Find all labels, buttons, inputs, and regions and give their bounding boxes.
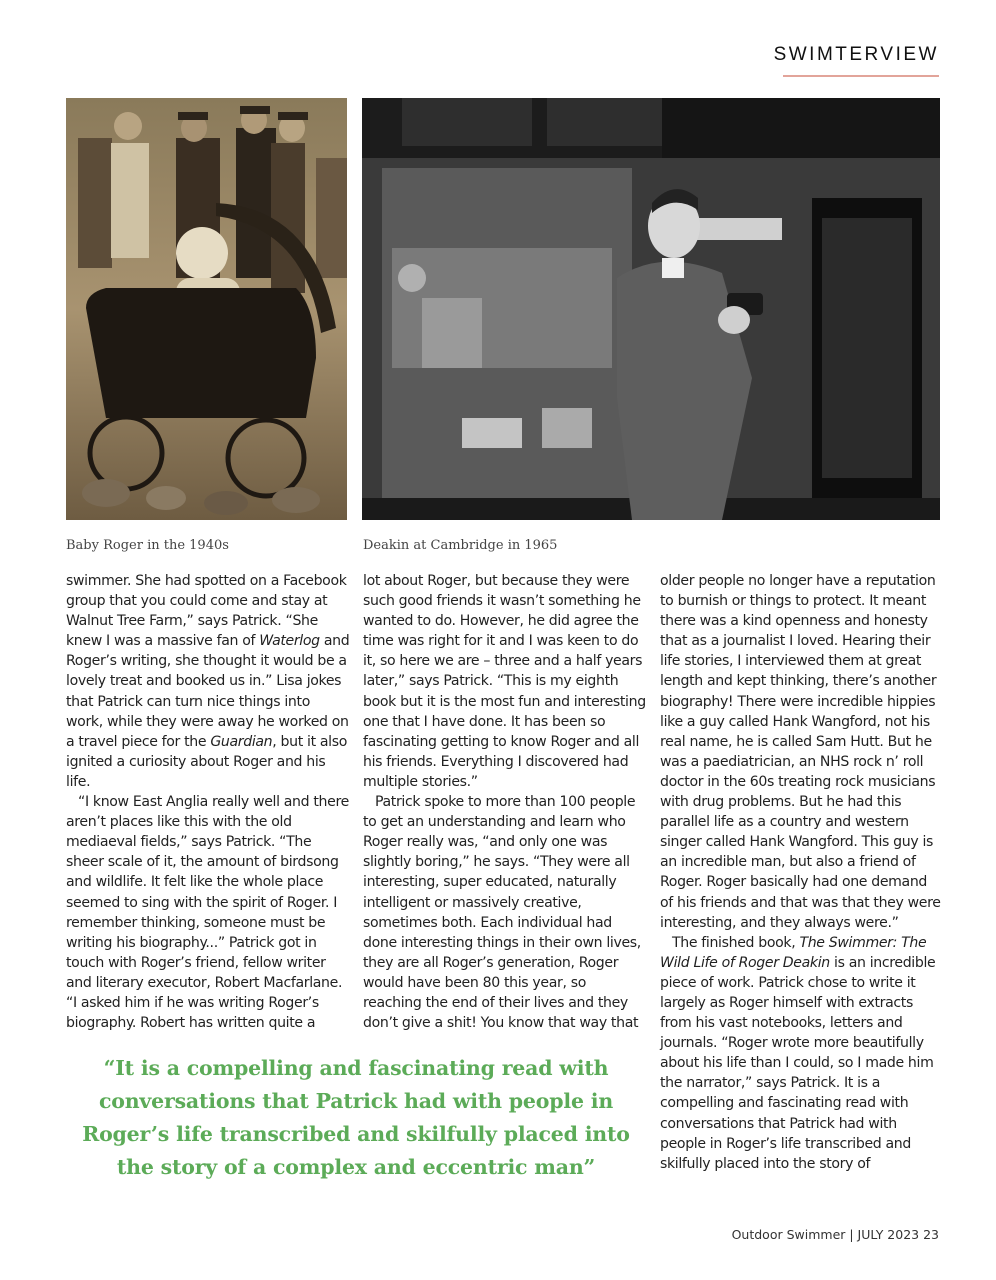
photo-baby-roger (66, 98, 347, 520)
paragraph: swimmer. She had spotted on a Facebook group that you could come and stay at Walnut Tree Farm,” says Patrick. “She knew I was a massive fan of Waterlog and Roger’s writing, she thought it would be a lovely treat and booked us in.” Lisa jokes that Patrick can turn nice things into work, while they were away he worked on a travel piece for the Guardian, but it also ignited a curiosity about Roger and his life. (66, 573, 350, 790)
body-column-1 (66, 571, 350, 1033)
paragraph: older people no longer have a reputation to burnish or things to protect. It meant there was a kind openness and honesty that as a journalist I loved. Hearing their life stories, I interviewed them at great length and kept thinking, there’s another biography! There were incredible hippies like a guy called Hank Wangford, not his real name, he is called Sam Hutt. But he was a paediatrician, an NHS rock n’ roll doctor in the 60s treating rock musicians with drug problems. But he had this parallel life as a country and western singer called Hank Wangford. This guy is an incredible man, but also a friend of Roger. Roger basically had one demand of his friends and that was that they were interesting, and they always were.” (660, 573, 941, 931)
section-heading: SWIMTERVIEW (773, 44, 939, 65)
paragraph: lot about Roger, but because they were such good friends it wasn’t something he wanted to do. However, he did agree the time was right for it and I was keen to do it, so here we are – three and a half years later,” says Patrick. “This is my eighth book but it is the most fun and interesting one that I have done. It has been so fascinating getting to know Roger and all his friends. Everything I discovered had multiple stories.” (363, 573, 646, 790)
body-column-3 (660, 571, 942, 1174)
paragraph: Patrick spoke to more than 100 people to get an understanding and learn who Roger really was, “and only one was slightly boring,” he says. “They were all interesting, super educated, naturally intelligent or massively creative, sometimes both. Each individual had done interesting things in their own lives, they are all Roger’s generation, Roger would have been 80 this year, so reaching the end of their lives and they don’t give a shit! You know that way that (363, 794, 641, 1032)
page-footer: Outdoor Swimmer | JULY 2023 23 (731, 1227, 939, 1242)
photo-caption: Baby Roger in the 1940s (66, 538, 229, 553)
section-heading-underline (783, 75, 939, 77)
paragraph: “I know East Anglia really well and there aren’t places like this with the old mediaeval fields,” says Patrick. “The sheer scale of it, the amount of birdsong and wildlife. It felt like the whole place seemed to sing with the spirit of Roger. I remember thinking, someone must be writing his biography...” Patrick got in touch with Roger’s friend, fellow writer and literary executor, Robert Macfarlane. “I asked him if he was writing Roger’s biography. Robert has written quite a (66, 794, 349, 1032)
photo-caption: Deakin at Cambridge in 1965 (363, 538, 558, 553)
photo-deakin-cambridge (362, 98, 940, 520)
body-column-2 (363, 571, 647, 1033)
pull-quote: “It is a compelling and fascinating read with conversations that Patrick had with people in Roger’s life transcribed and skilfully placed into the story of a complex and eccentric man” (82, 1056, 630, 1179)
paragraph: The finished book, The Swimmer: The Wild Life of Roger Deakin is an incredible piece of work. Patrick chose to write it largely as Roger himself with extracts from his vast notebooks, letters and journals. “Roger wrote more beautifully about his life than I could, so I made him the narrator,” says Patrick. It is a compelling and fascinating read with conversations that Patrick had with people in Roger’s life transcribed and skilfully placed into the story of (660, 934, 936, 1172)
